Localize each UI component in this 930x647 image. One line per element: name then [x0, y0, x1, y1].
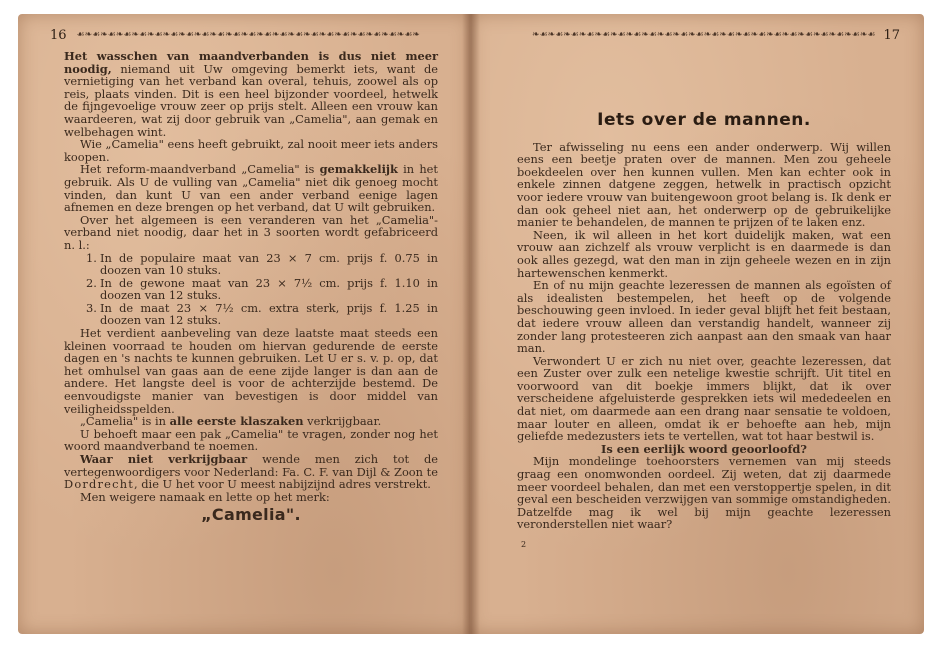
- section-subheading: Is een eerlijk woord geoorloofd?: [601, 441, 807, 456]
- right-ornament-border: ❧☙❧☙❧☙❧☙❧☙❧☙❧☙❧☙❧☙❧☙❧☙❧☙❧☙❧☙❧☙❧☙❧☙❧☙❧☙❧☙❧☙❧☙: [532, 30, 876, 40]
- right-page-number: 17: [883, 27, 900, 43]
- paragraph-9: Men weigere namaak en lette op het merk:: [80, 489, 330, 504]
- list-item: 3. In de maat 23 × 7½ cm. extra sterk, prijs f. 1.25 in doozen van 12 stuks.: [86, 300, 438, 328]
- right-page-text: [517, 40, 891, 552]
- paragraph-5: Mijn mondelinge toehoorsters vernemen van mij steeds graag een onomwonden oordeel. Zij weten, dat zij daarmede meer voordeel behalen, dan met een verstoppertje spelen, in dit geval een bescheiden verzwijgen van sommige omstandigheden. Datzelfde mag ik wel bij mijn geachte lezeressen veronderstellen niet waar?: [517, 454, 891, 532]
- left-ornament-border: ☙❧☙❧☙❧☙❧☙❧☙❧☙❧☙❧☙❧☙❧☙❧☙❧☙❧☙❧☙❧☙❧☙❧☙❧☙❧☙❧☙❧☙❧: [76, 30, 420, 40]
- paragraph-2: Neen, ik wil alleen in het kort duidelijk maken, wat een vrouw aan zichzelf als vrouw verplicht is en daarmede is dan ook alles gezegd, wat den man in zijn geheele wezen en in zijn hartewenschen kenmerkt.: [517, 227, 891, 280]
- paragraph-5: Het verdient aanbeveling van deze laatste maat steeds een kleinen voorraad te houden om hiervan gedurende de eerste dagen en 's nachts te kunnen gebruiken. Let U er s. v. p. op, dat het omhulsel van gaas aan de eene zijde langer is dan aan de andere. Het langste deel is voor de achterzijde bestemd. De eenvoudigste manier van bevestigen is door middel van veiligheidsspelden.: [64, 326, 438, 416]
- size-list: [64, 252, 438, 328]
- list-item: 2. In de gewone maat van 23 × 7½ cm. prijs f. 1.10 in doozen van 12 stuks.: [86, 275, 438, 303]
- paragraph-8: Waar niet verkrijgbaar wende men zich tot de vertegenwoordigers voor Nederland: Fa. C. F. van Dijl & Zoon te Dordrecht, die U het voor U meest nabijzijnd adres verstrekt.: [64, 452, 438, 492]
- brand-mark: „Camelia".: [201, 505, 301, 525]
- book-gutter: [462, 14, 480, 634]
- paragraph-4: Over het algemeen is een veranderen van het „Camelia"-verband niet noodig, daar het in 3 soorten wordt gefabriceerd n. l.:: [64, 212, 438, 252]
- chapter-title: Iets over de mannen.: [597, 110, 811, 130]
- paragraph-4: Verwondert U er zich nu niet over, geachte lezeressen, dat een Zuster over zulk een netelige kwestie schrijft. Uit titel en voorwoord van dit boekje immers blijkt, dat ik over verscheidene afgeluisterde gesprekken iets wil mededeelen en dat niet, om daarmede aan een drang naar sensatie te voldoen, maar louter en alleen, omdat ik er behoefte aan heb, mijn geliefde medezusters iets te vertellen, wat tot haar bestwil is.: [517, 353, 891, 444]
- paragraph-6: „Camelia" is in alle eerste klaszaken verkrijgbaar.: [80, 414, 382, 429]
- paragraph-3: Het reform-maandverband „Camelia" is gemakkelijk in het gebruik. Als U de vulling van „Camelia" niet dik genoeg mocht vinden, dan kunt U van een ander verband eenige lagen afnemen en deze brengen op het verband, dat U wilt gebruiken.: [64, 162, 439, 215]
- paragraph-1: Het wasschen van maandverbanden is dus niet meer noodig, niemand uit Uw omgeving bemerkt iets, want de vernietiging van het verband kan overal, tehuis, zoowel als op reis, plaats vinden. Dit is een heel bijzonder voordeel, hetwelk de fijngevoelige vrouw zeer op prijs stelt. Alleen een vrouw kan waardeeren, wat zij door gebruik van „Camelia", aan gemak en welbehagen wint.: [64, 49, 438, 139]
- paragraph-3: En of nu mijn geachte lezeressen de mannen als egoïsten of als idealisten bestempelen, het heeft op de volgende beschouwing geen invloed. In ieder geval blijft het feit bestaan, dat iedere vrouw alleen dan verstandig handelt, wanneer zij zonder lang protesteeren zich aanpast aan den smaak van haar man.: [517, 278, 891, 356]
- signature-mark: 2: [521, 540, 527, 549]
- list-item: 1. In de populaire maat van 23 × 7 cm. prijs f. 0.75 in doozen van 10 stuks.: [86, 250, 438, 278]
- paragraph-1: Ter afwisseling nu eens een ander onderwerp. Wij willen eens een beetje praten over de mannen. Men zou geheele boekdeelen over hen kunnen vullen. Men kan echter ook in enkele zinnen datgene zeggen, hetwelk in practisch opzicht voor iedere vrouw van buitengewoon groot belang is. Ik denk er dan ook geheel niet aan, het onderwerp op de gebruikelijke manier te behandelen, de mannen te prijzen of te laken enz.: [517, 139, 891, 230]
- left-page-number: 16: [50, 27, 67, 43]
- left-page-header: [50, 26, 450, 44]
- left-page-text: [64, 49, 439, 525]
- paragraph-2: Wie „Camelia" eens heeft gebruikt, zal nooit meer iets anders koopen.: [64, 137, 438, 164]
- paragraph-7: U behoeft maar een pak „Camelia" te vragen, zonder nog het woord maandverband te noemen.: [64, 426, 438, 454]
